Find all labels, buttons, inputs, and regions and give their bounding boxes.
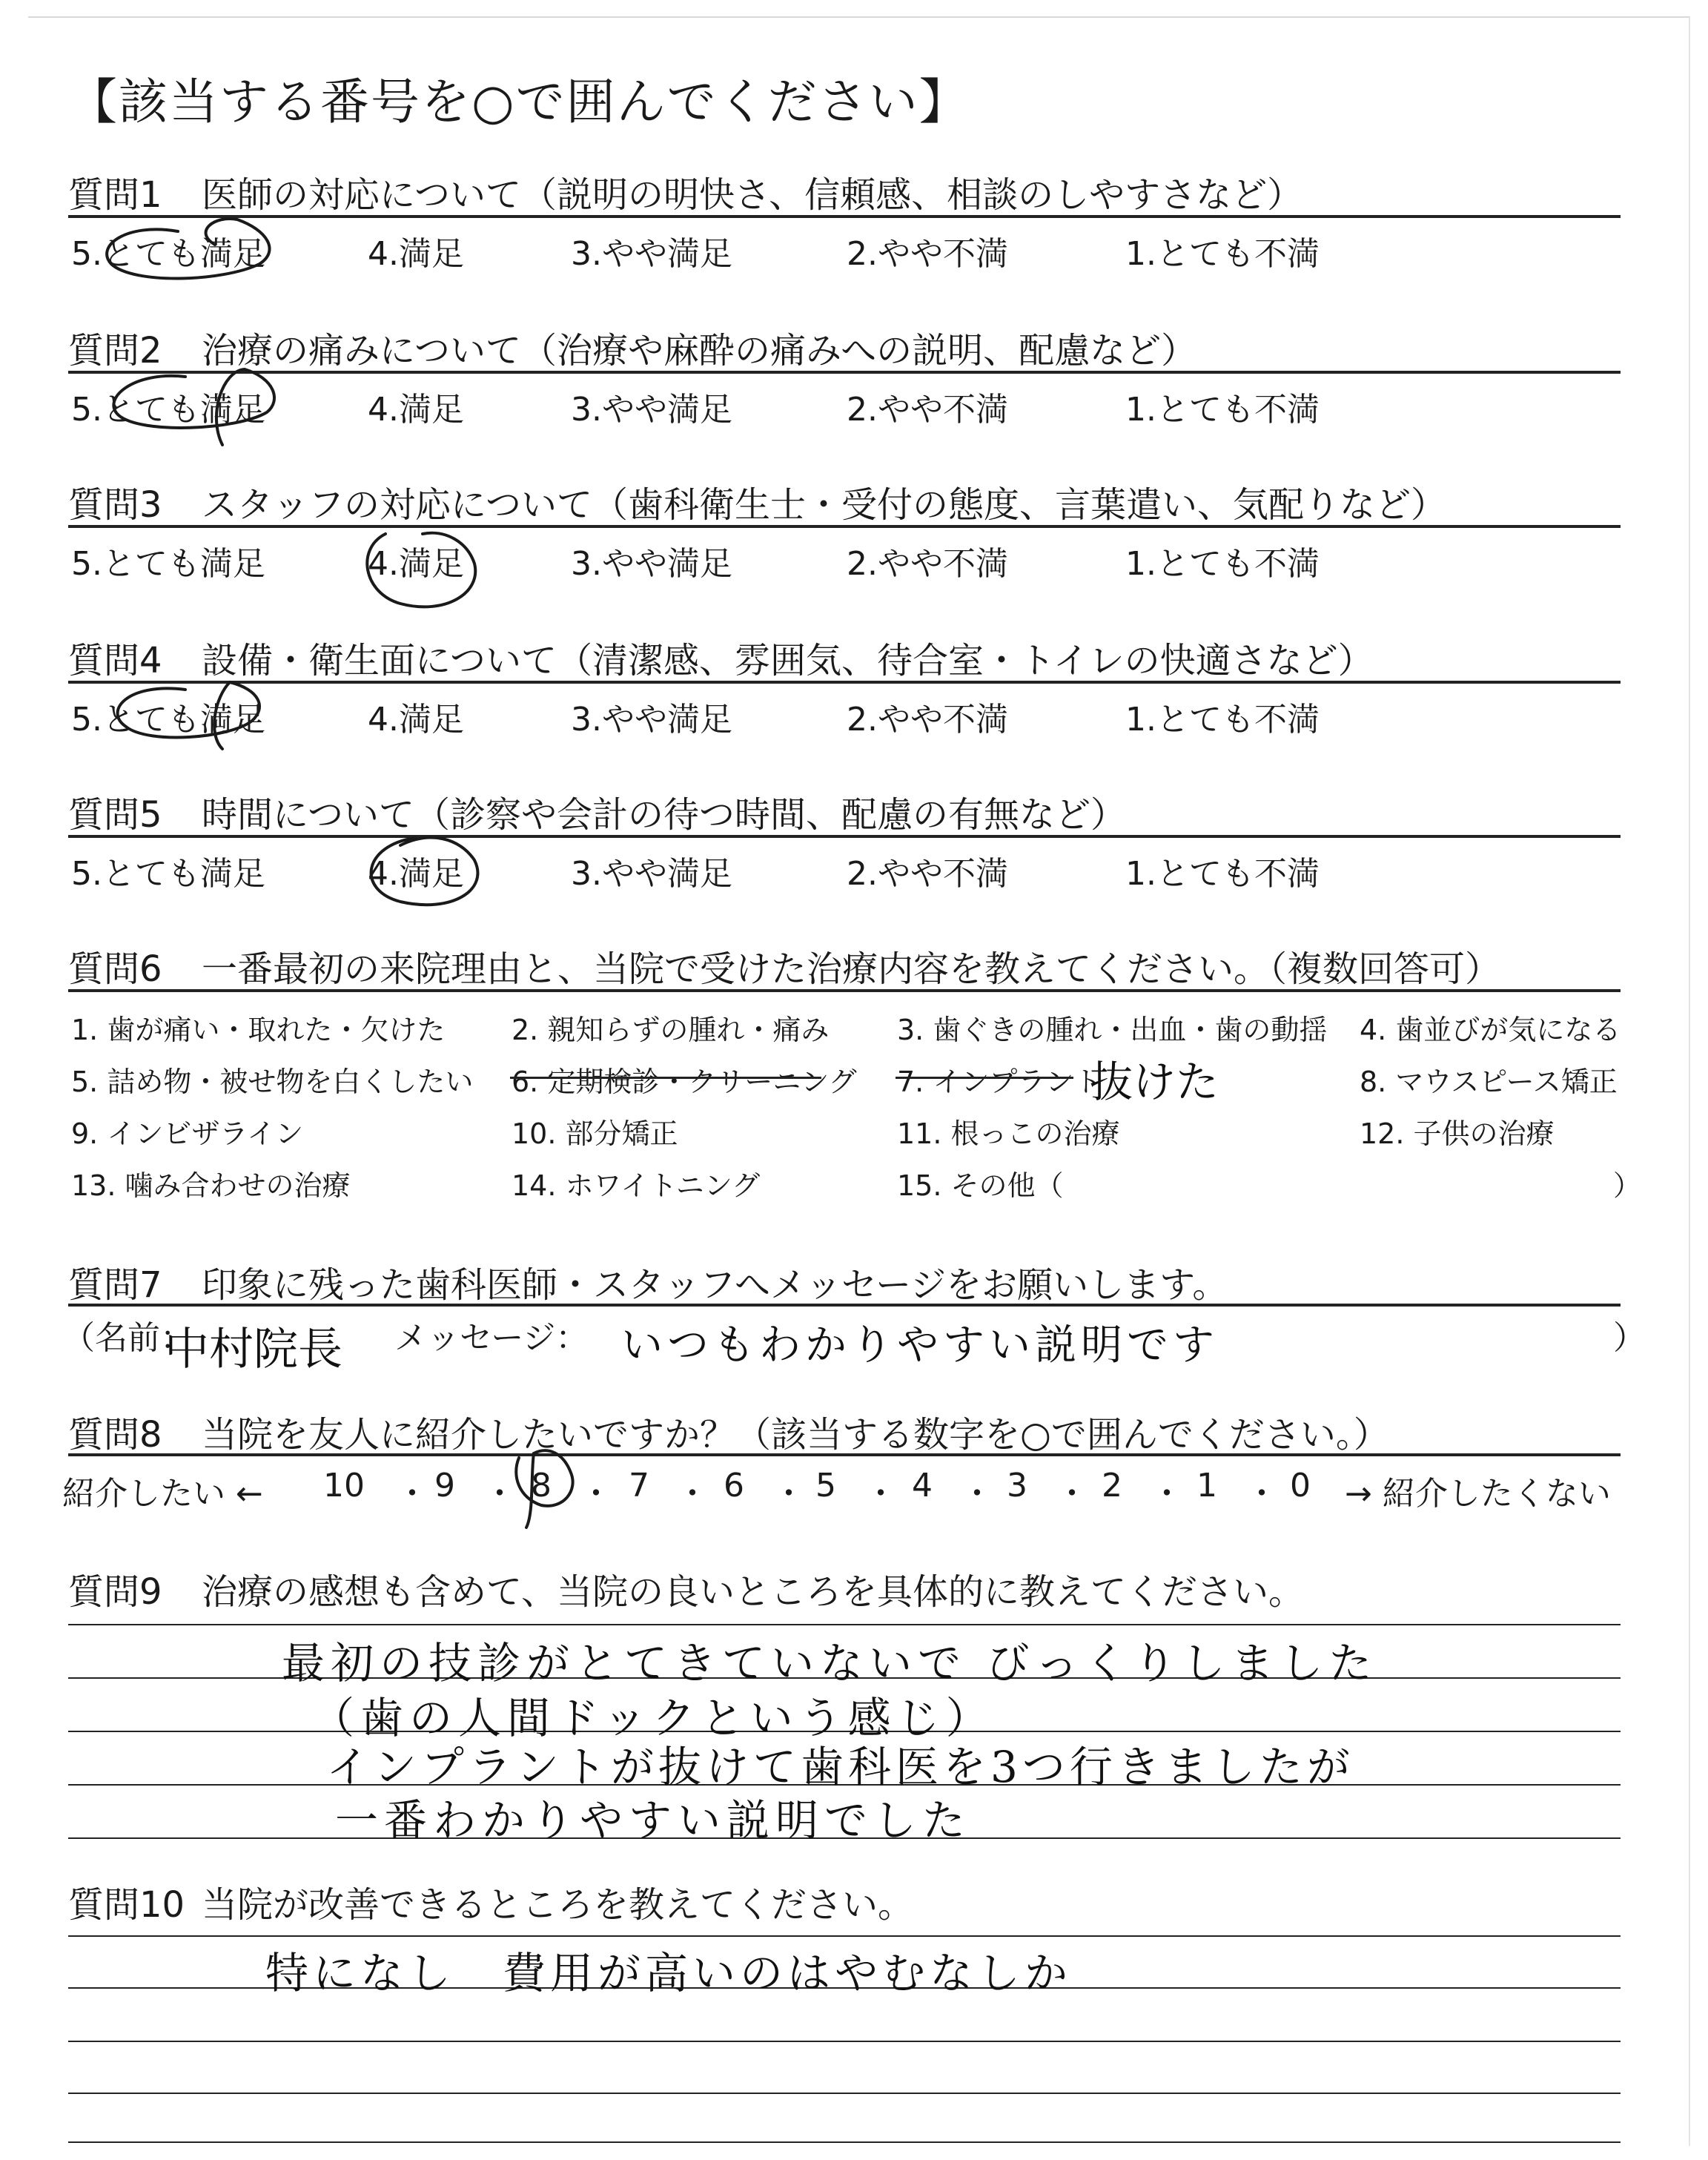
q1-rule: [68, 215, 1621, 218]
q9-text: 治療の感想も含めて、当院の良いところを具体的に教えてください。: [202, 1571, 1305, 1613]
q7-message-label: メッセージ：: [394, 1319, 589, 1357]
q10-line: [68, 2093, 1621, 2094]
q7-name-label: （名前：: [62, 1319, 193, 1357]
q6-option-1[interactable]: 1. 歯が痛い・取れた・欠けた: [71, 1014, 446, 1046]
q4-rule: [68, 681, 1621, 684]
q6-option-8[interactable]: 8. マウスピース矯正: [1360, 1066, 1618, 1098]
q8-dot: ・: [1245, 1475, 1278, 1513]
q6-option-11[interactable]: 11. 根っこの治療: [897, 1117, 1120, 1150]
q2-opt-1[interactable]: 1.とても不満: [1125, 391, 1320, 429]
q3-text: スタッフの対応について（歯科衛生士・受付の態度、言葉遣い、気配りなど）: [202, 484, 1447, 526]
q8-scale-3[interactable]: 3: [1007, 1467, 1027, 1505]
q1-label: 質問1: [68, 174, 162, 216]
q6-text: 一番最初の来院理由と、当院で受けた治療内容を教えてください。（複数回答可）: [202, 948, 1501, 990]
q6-option-7[interactable]: 7. インプラント: [897, 1066, 1102, 1098]
q3-opt-3[interactable]: 3.やや満足: [571, 545, 732, 583]
q9-answer-line-4[interactable]: 一番わかりやすい説明でした: [335, 1795, 972, 1846]
q2-opt-4[interactable]: 4.満足: [368, 391, 464, 429]
q8-scale-2[interactable]: 2: [1102, 1467, 1122, 1505]
q4-opt-2[interactable]: 2.やや不満: [847, 701, 1008, 739]
q8-scale-10[interactable]: 10: [323, 1467, 365, 1505]
q9-answer-line-2[interactable]: （歯の人間ドックという感じ）: [311, 1693, 995, 1743]
q10-line: [68, 1935, 1621, 1937]
q7-label: 質問7: [68, 1264, 162, 1306]
q8-scale-5[interactable]: 5: [815, 1467, 836, 1505]
q8-scale-0[interactable]: 0: [1290, 1467, 1311, 1505]
q6-option-14[interactable]: 14. ホワイトニング: [512, 1169, 761, 1202]
q6-rule: [68, 989, 1621, 992]
q6-handwritten-note: 抜けた: [1090, 1057, 1219, 1107]
q8-scale-4[interactable]: 4: [912, 1467, 933, 1505]
q6-option-15[interactable]: 15. その他（: [897, 1169, 1064, 1202]
q8-dot: ・: [676, 1475, 709, 1513]
q7-name-value[interactable]: 中村院長: [165, 1324, 342, 1375]
q9-answer-line-3[interactable]: インプラントが抜けて歯科医を3つ行きましたが: [326, 1742, 1354, 1792]
q6-option-3[interactable]: 3. 歯ぐきの腫れ・出血・歯の動揺: [897, 1014, 1328, 1046]
q2-opt-5[interactable]: 5.とても満足: [71, 391, 265, 429]
q7-rule: [68, 1304, 1621, 1307]
q6-option-6[interactable]: 6. 定期検診・クリーニング: [512, 1066, 857, 1098]
q6-option-2[interactable]: 2. 親知らずの腫れ・痛み: [512, 1014, 830, 1046]
q8-dot: ・: [864, 1475, 897, 1513]
q5-opt-4[interactable]: 4.満足: [368, 855, 464, 893]
q10-line: [68, 2141, 1621, 2143]
q3-opt-1[interactable]: 1.とても不満: [1125, 545, 1320, 583]
q8-scale-8[interactable]: 8: [531, 1467, 552, 1505]
q6-option-5[interactable]: 5. 詰め物・被せ物を白くしたい: [71, 1066, 474, 1098]
q8-label: 質問8: [68, 1414, 162, 1456]
q8-dot: ・: [1056, 1475, 1088, 1513]
q8-right-label: → 紹介したくない: [1345, 1475, 1611, 1513]
q1-opt-4[interactable]: 4.満足: [368, 235, 464, 273]
page-title: 【該当する番号を○で囲んでください】: [68, 73, 970, 131]
q7-close-paren: ）: [1613, 1319, 1646, 1357]
q1-text: 医師の対応について（説明の明快さ、信頼感、相談のしやすさなど）: [202, 174, 1303, 216]
q7-message-value[interactable]: いつもわかりやすい説明です: [621, 1321, 1219, 1370]
q8-scale-7[interactable]: 7: [629, 1467, 649, 1505]
q3-rule: [68, 525, 1621, 528]
q3-opt-4[interactable]: 4.満足: [368, 545, 464, 583]
q2-text: 治療の痛みについて（治療や麻酔の痛みへの説明、配慮など）: [202, 330, 1197, 371]
q4-text: 設備・衛生面について（清潔感、雰囲気、待合室・トイレの快適さなど）: [202, 640, 1374, 681]
q6-label: 質問6: [68, 948, 162, 990]
q1-opt-3[interactable]: 3.やや満足: [571, 235, 732, 273]
q1-opt-2[interactable]: 2.やや不満: [847, 235, 1008, 273]
q8-scale-9[interactable]: 9: [434, 1467, 455, 1505]
q8-dot: ・: [580, 1475, 612, 1513]
q6-option-13[interactable]: 13. 噛み合わせの治療: [71, 1169, 351, 1202]
q2-opt-2[interactable]: 2.やや不満: [847, 391, 1008, 429]
q10-label: 質問10: [68, 1884, 185, 1926]
q9-answer-line-1[interactable]: 最初の技診がとてきていないで びっくりしました: [282, 1638, 1378, 1688]
q4-label: 質問4: [68, 640, 162, 681]
q8-dot: ・: [1151, 1475, 1183, 1513]
q8-scale-1[interactable]: 1: [1196, 1467, 1217, 1505]
q10-text: 当院が改善できるところを教えてください。: [202, 1884, 914, 1926]
q1-opt-5[interactable]: 5.とても満足: [71, 235, 265, 273]
q8-scale-6[interactable]: 6: [724, 1467, 744, 1505]
q3-opt-5[interactable]: 5.とても満足: [71, 545, 265, 583]
q6-option-9[interactable]: 9. インビザライン: [71, 1117, 304, 1150]
q6-option-7-strike: [896, 1077, 1073, 1079]
q8-dot: ・: [772, 1475, 805, 1513]
q5-opt-3[interactable]: 3.やや満足: [571, 855, 732, 893]
q6-option-12[interactable]: 12. 子供の治療: [1360, 1117, 1555, 1150]
q8-text: 当院を友人に紹介したいですか？（該当する数字を○で囲んでください。）: [202, 1414, 1389, 1456]
q6-option-10[interactable]: 10. 部分矯正: [512, 1117, 678, 1150]
q8-rule: [68, 1453, 1621, 1456]
q4-opt-4[interactable]: 4.満足: [368, 701, 464, 739]
q2-opt-3[interactable]: 3.やや満足: [571, 391, 732, 429]
q10-line: [68, 2041, 1621, 2042]
q4-opt-5[interactable]: 5.とても満足: [71, 701, 265, 739]
q4-opt-3[interactable]: 3.やや満足: [571, 701, 732, 739]
q9-line: [68, 1624, 1621, 1625]
q5-opt-2[interactable]: 2.やや不満: [847, 855, 1008, 893]
q5-label: 質問5: [68, 794, 162, 836]
q9-label: 質問9: [68, 1571, 162, 1613]
q7-text: 印象に残った歯科医師・スタッフへメッセージをお願いします。: [202, 1264, 1228, 1306]
q6-option-6-strike: [510, 1077, 821, 1079]
q6-option-4[interactable]: 4. 歯並びが気になる: [1360, 1014, 1621, 1046]
q2-rule: [68, 371, 1621, 374]
q8-dot: ・: [483, 1475, 516, 1513]
q5-opt-1[interactable]: 1.とても不満: [1125, 855, 1320, 893]
q2-label: 質問2: [68, 330, 162, 371]
q5-text: 時間について（診察や会計の待つ時間、配慮の有無など）: [202, 794, 1127, 836]
q1-opt-1[interactable]: 1.とても不満: [1125, 235, 1320, 273]
q5-rule: [68, 835, 1621, 838]
q3-label: 質問3: [68, 484, 162, 526]
q8-dot: ・: [396, 1475, 428, 1513]
q5-opt-5[interactable]: 5.とても満足: [71, 855, 265, 893]
q4-opt-1[interactable]: 1.とても不満: [1125, 701, 1320, 739]
q8-left-label: 紹介したい ←: [62, 1475, 263, 1513]
q6-option-15-close: ）: [1613, 1169, 1642, 1202]
q8-dot: ・: [961, 1475, 993, 1513]
q10-answer-line-1[interactable]: 特になし 費用が高いのはやむなしか: [265, 1948, 1073, 1998]
q3-opt-2[interactable]: 2.やや不満: [847, 545, 1008, 583]
